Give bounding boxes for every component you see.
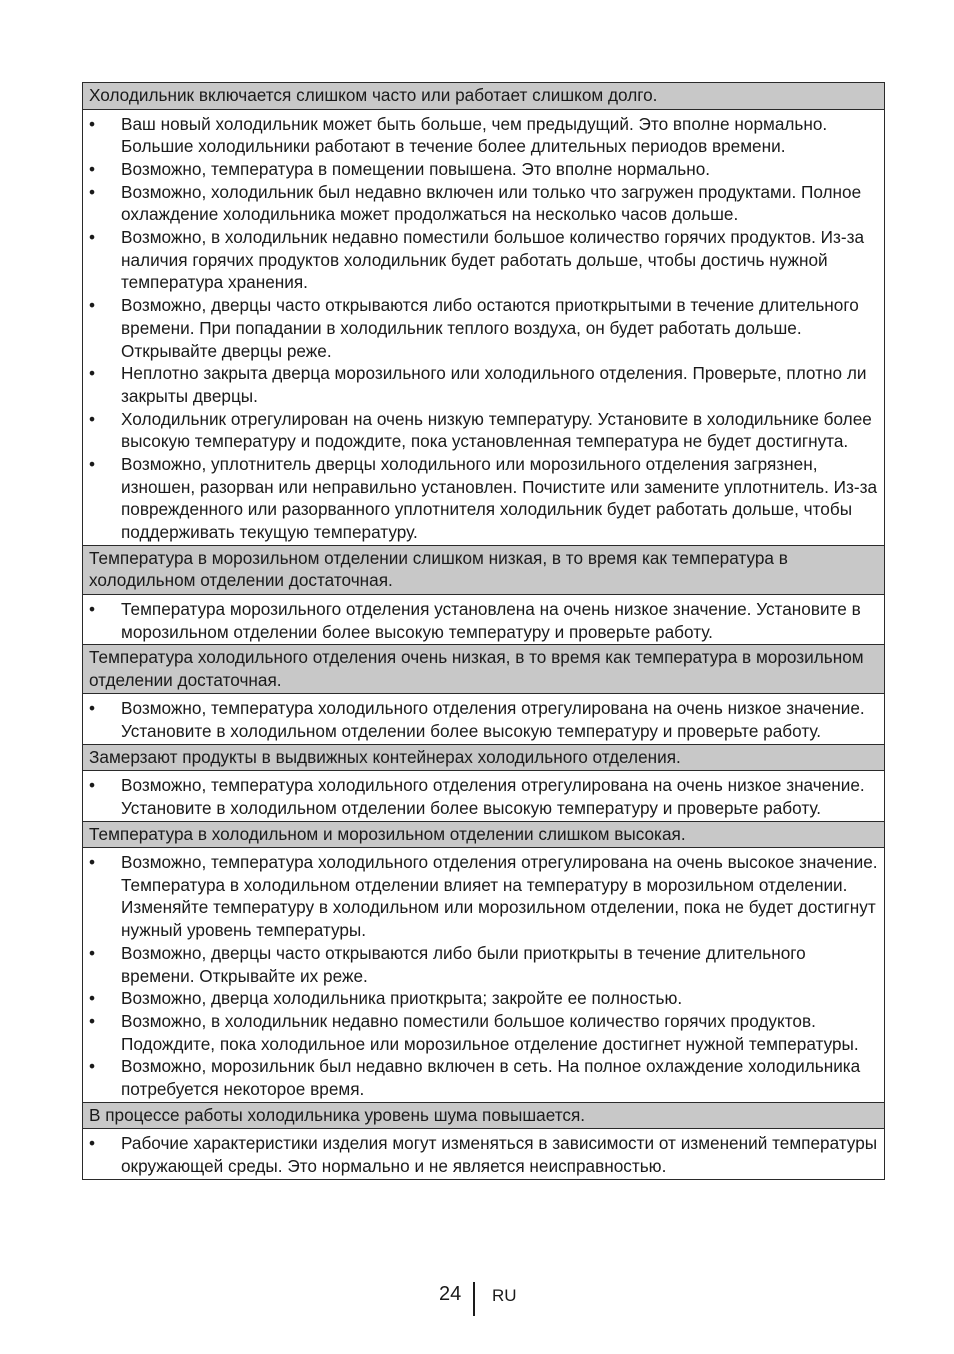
bullet: • <box>89 942 96 963</box>
item-text: Температура морозильного отделения установлена на очень низкое значение. Установите в морозильном отделении более высокую температуру и проверьте работу. <box>121 598 861 642</box>
item-text: Возможно, морозильник был недавно включен в сеть. На полное охлаждение холодильника потребуется некоторое время. <box>121 1056 861 1100</box>
section-body <box>83 595 884 645</box>
list-item <box>83 942 884 987</box>
list-item <box>83 851 884 942</box>
troubleshooting-table <box>82 82 885 1180</box>
list-item <box>83 697 884 742</box>
item-text: Возможно, уплотнитель дверцы холодильного или морозильного отделения загрязнен, изношен, разорван или неправильно установлен. Почистите или замените уплотнитель. Из-за поврежденного или разорванного уплотнителя холодильник будет работать дольше, чтобы поддерживать текущую температуру. <box>121 454 878 543</box>
section-body <box>83 694 884 744</box>
bullet: • <box>89 363 96 384</box>
item-text: Возможно, холодильник был недавно включен или только что загружен продуктами. Полное охлаждение холодильника может продолжаться на несколько часов дольше. <box>121 181 862 225</box>
item-text: Неплотно закрыта дверца морозильного или холодильного отделения. Проверьте, плотно ли закрыты дверцы. <box>121 363 867 406</box>
bullet: • <box>89 227 96 248</box>
bullet: • <box>89 988 96 1009</box>
language-code: RU <box>492 1286 517 1305</box>
list-item <box>83 113 884 158</box>
list-item <box>83 158 884 181</box>
item-text: Возможно, температура холодильного отделения отрегулирована на очень низкое значение. Установите в холодильном отделении более высокую температуру и проверьте работу. <box>121 775 865 818</box>
bullet: • <box>89 698 96 719</box>
section-header: Температура в холодильном и морозильном отделении слишком высокая. <box>83 822 884 849</box>
bullet: • <box>89 295 96 316</box>
bullet: • <box>89 113 96 134</box>
section-body <box>83 771 884 821</box>
item-text: Возможно, температура холодильного отделения отрегулирована на очень низкое значение. Установите в холодильном отделении более высокую температуру и проверьте работу. <box>121 698 865 741</box>
list-item <box>83 362 884 407</box>
section-header: Температура холодильного отделения очень низкая, в то время как температура в морозильном отделении достаточная. <box>83 645 884 694</box>
item-text: Рабочие характеристики изделия могут изменяться в зависимости от изменений температуры окружающей среды. Это нормально и не является неисправностью. <box>121 1133 878 1177</box>
section-header: Температура в морозильном отделении слишком низкая, в то время как температура в холодильном отделении достаточная. <box>83 546 884 595</box>
list-item <box>83 408 884 453</box>
section-body <box>83 110 884 546</box>
item-text: Возможно, в холодильник недавно поместили большое количество горячих продуктов. Подождите, пока холодильное или морозильное отделение достигнет нужной температуры. <box>121 1011 859 1054</box>
list-item <box>83 1132 884 1177</box>
item-text: Возможно, дверцы часто открываются либо остаются приоткрытыми в течение длительного времени. При попадании в холодильник теплого воздуха, он будет работать дольше. Открывайте дверцы реже. <box>121 295 859 361</box>
bullet: • <box>89 1011 96 1031</box>
list-item <box>83 1055 884 1100</box>
list-item <box>83 181 884 226</box>
list-item <box>83 987 884 1010</box>
item-text: Возможно, дверца холодильника приоткрыта; закройте ее полностью. <box>121 988 683 1009</box>
section-header: Замерзают продукты в выдвижных контейнерах холодильного отделения. <box>83 745 884 772</box>
section-body <box>83 1129 884 1178</box>
page-footer <box>0 1282 954 1316</box>
section-header: В процессе работы холодильника уровень шума повышается. <box>83 1103 884 1130</box>
page-number: 24 <box>439 1283 462 1305</box>
bullet: • <box>89 852 96 873</box>
item-text: Возможно, температура в помещении повышена. Это вполне нормально. <box>121 158 711 179</box>
bullet: • <box>89 1056 96 1077</box>
item-text: Возможно, температура холодильного отделения отрегулирована на очень высокое значение. Температура в холодильном отделении влияет на температуру в морозильном отделении. Изменяйте температуру в холодильном или морозильном отделении, пока не будет достигнут нужный уровень температуры. <box>121 852 878 941</box>
list-item <box>83 294 884 362</box>
item-text: Ваш новый холодильник может быть больше, чем предыдущий. Это вполне нормально. Большие холодильники работают в течение более длительных периодов времени. <box>121 113 828 157</box>
item-text: Холодильник отрегулирован на очень низкую температуру. Установите в холодильнике более высокую температуру и подождите, пока установленная температура не будет достигнута. <box>121 408 872 452</box>
section-body <box>83 848 884 1103</box>
bullet: • <box>89 181 96 202</box>
bullet: • <box>89 408 96 429</box>
list-item <box>83 774 884 819</box>
bullet: • <box>89 454 96 475</box>
bullet: • <box>89 775 96 796</box>
footer-divider <box>473 1282 475 1316</box>
bullet: • <box>89 158 96 179</box>
item-text: Возможно, дверцы часто открываются либо были приоткрыты в течение длительного времени. Открывайте их реже. <box>121 942 806 986</box>
item-text: Возможно, в холодильник недавно поместили большое количество горячих продуктов. Из-за наличия горячих продуктов холодильник будет работать дольше, чтобы достичь нужной температура хранения. <box>121 227 865 293</box>
bullet: • <box>89 1133 96 1154</box>
list-item <box>83 226 884 294</box>
bullet: • <box>89 598 96 619</box>
section-header: Холодильник включается слишком часто или работает слишком долго. <box>83 83 884 110</box>
list-item <box>83 453 884 544</box>
list-item <box>83 598 884 643</box>
list-item <box>83 1010 884 1055</box>
